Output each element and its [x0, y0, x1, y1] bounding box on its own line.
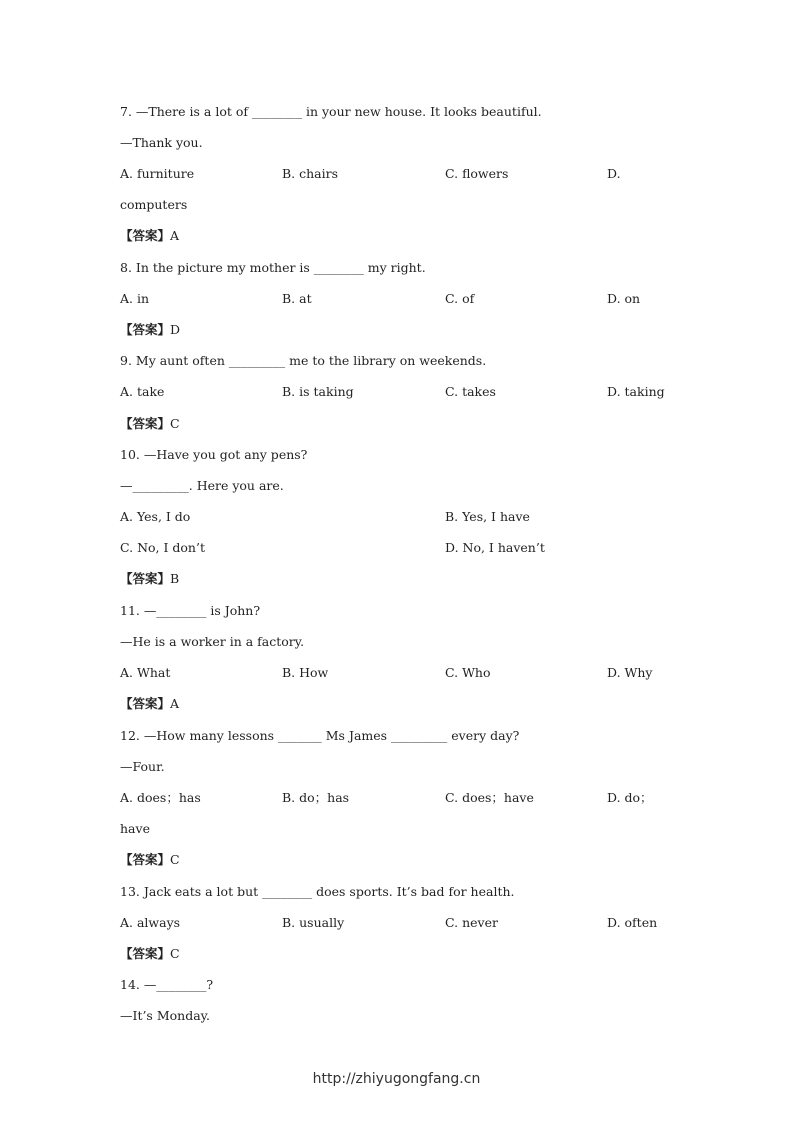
q10-option-d: D. No, I haven’t	[445, 540, 545, 555]
answer-label: 【答案】	[120, 416, 171, 431]
q10-stem-line1: 10. —Have you got any pens?	[120, 447, 308, 462]
q9-option-d: D. taking	[607, 384, 665, 399]
q11-option-a: A. What	[120, 665, 171, 680]
q8-option-a: A. in	[120, 291, 150, 306]
answer-value: A	[170, 696, 180, 711]
q10-stem-line2: —_________. Here you are.	[120, 478, 284, 493]
q13-stem-line1: 13. Jack eats a lot but ________ does sports. It’s bad for health.	[120, 884, 515, 899]
q7-option-d-wrap: computers	[120, 197, 188, 212]
q10-option-b: B. Yes, I have	[445, 509, 530, 524]
q9-answer	[120, 416, 180, 432]
q12-stem-line1: 12. —How many lessons _______ Ms James _________ every day?	[120, 728, 520, 743]
q8-option-c: C. of	[445, 291, 475, 306]
q12-option-a: A. does；has	[120, 790, 201, 805]
answer-value: C	[170, 852, 180, 867]
answer-value: C	[170, 416, 180, 431]
q11-option-b: B. How	[282, 665, 329, 680]
answer-value: B	[170, 571, 180, 586]
answer-label: 【答案】	[120, 228, 171, 243]
q7-stem-line1: 7. —There is a lot of ________ in your new house. It looks beautiful.	[120, 104, 542, 119]
q12-option-b: B. do；has	[282, 790, 350, 805]
answer-label: 【答案】	[120, 322, 171, 337]
q7-option-d: D.	[607, 166, 621, 181]
q7-answer	[120, 228, 179, 244]
q13-option-d: D. often	[607, 915, 658, 930]
q13-answer	[120, 946, 180, 962]
q11-option-c: C. Who	[445, 665, 491, 680]
q14-stem-line1: 14. —________?	[120, 977, 214, 992]
answer-value: D	[170, 322, 181, 337]
q12-option-c: C. does；have	[445, 790, 534, 805]
q8-option-b: B. at	[282, 291, 312, 306]
q7-option-c: C. flowers	[445, 166, 509, 181]
q11-stem-line1: 11. —________ is John?	[120, 603, 261, 618]
q12-option-d: D. do；	[607, 790, 653, 805]
q11-option-d: D. Why	[607, 665, 653, 680]
q12-answer	[120, 852, 180, 868]
q13-option-c: C. never	[445, 915, 498, 930]
q8-option-d: D. on	[607, 291, 641, 306]
q9-option-a: A. take	[120, 384, 165, 399]
q10-option-c: C. No, I don’t	[120, 540, 205, 555]
q7-stem-line2: —Thank you.	[120, 135, 203, 150]
q11-stem-line2: —He is a worker in a factory.	[120, 634, 305, 649]
q9-option-b: B. is taking	[282, 384, 354, 399]
q7-option-a: A. furniture	[120, 166, 195, 181]
q13-option-a: A. always	[120, 915, 181, 930]
q8-stem-line1: 8. In the picture my mother is ________ my right.	[120, 260, 426, 275]
q8-answer	[120, 322, 180, 338]
q10-option-a: A. Yes, I do	[120, 509, 191, 524]
q11-answer	[120, 696, 179, 712]
answer-label: 【答案】	[120, 946, 171, 961]
answer-value: C	[170, 946, 180, 961]
answer-label: 【答案】	[120, 571, 171, 586]
answer-value: A	[170, 228, 180, 243]
q10-answer	[120, 571, 179, 587]
q9-stem-line1: 9. My aunt often _________ me to the library on weekends.	[120, 353, 487, 368]
footer-url[interactable]: http://zhiyugongfang.cn	[312, 1071, 481, 1087]
q9-option-c: C. takes	[445, 384, 496, 399]
q7-option-b: B. chairs	[282, 166, 339, 181]
q12-stem-line2: —Four.	[120, 759, 165, 774]
answer-label: 【答案】	[120, 852, 171, 867]
q13-option-b: B. usually	[282, 915, 345, 930]
q14-stem-line2: —It’s Monday.	[120, 1008, 211, 1023]
answer-label: 【答案】	[120, 696, 171, 711]
q12-option-d-wrap: have	[120, 821, 150, 836]
